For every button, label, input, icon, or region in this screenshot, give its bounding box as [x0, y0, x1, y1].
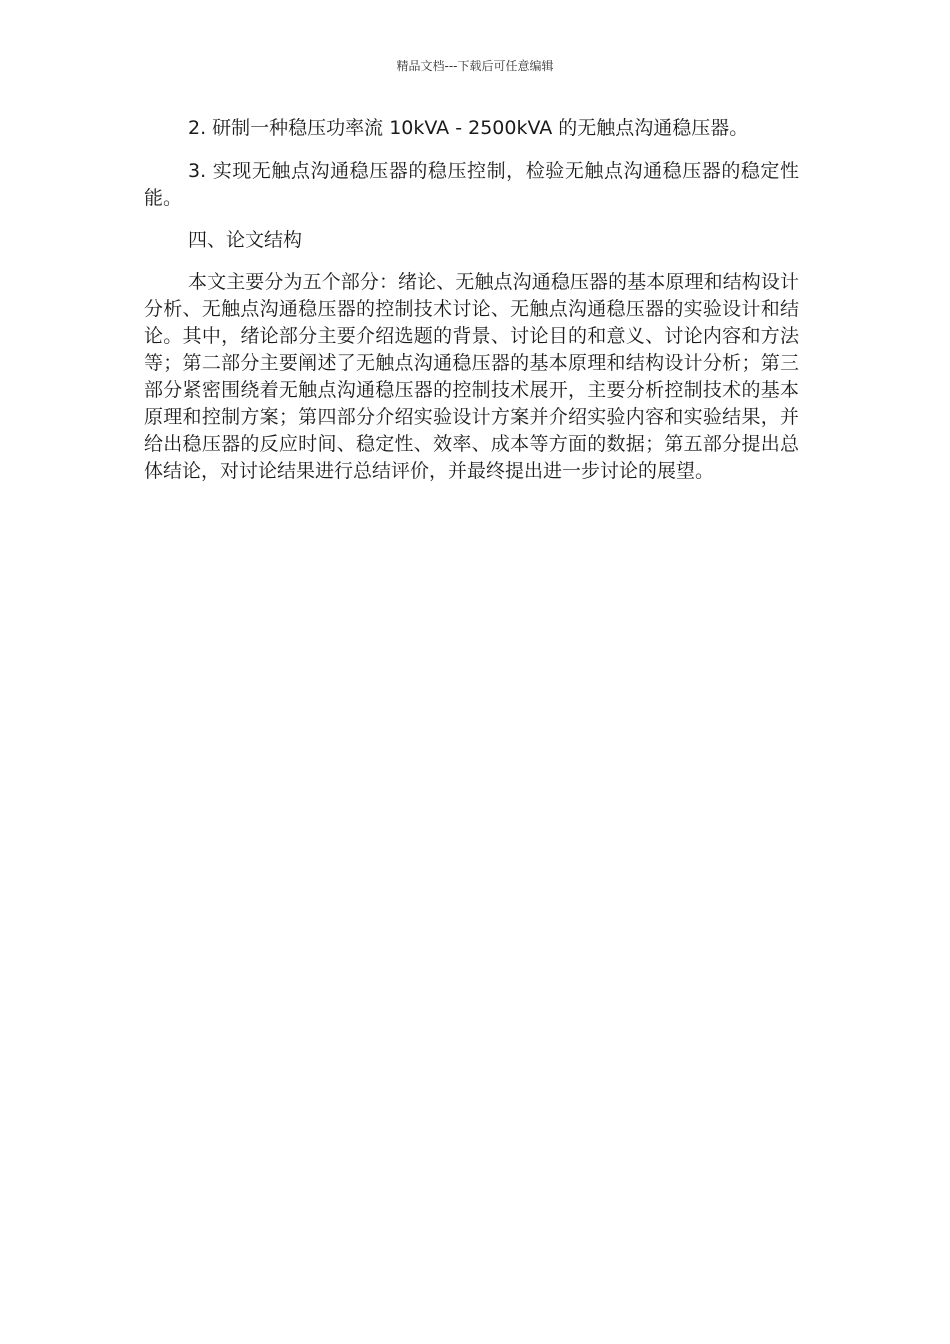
document-body [144, 115, 799, 485]
paragraph-thesis-structure: 本文主要分为五个部分：绪论、无触点沟通稳压器的基本原理和结构设计分析、无触点沟通稳压器的控制技术讨论、无触点沟通稳压器的实验设计和结论。其中，绪论部分主要介绍选题的背景、讨论目的和意义、讨论内容和方法等；第二部分主要阐述了无触点沟通稳压器的基本原理和结构设计分析；第三部分紧密围绕着无触点沟通稳压器的控制技术展开，主要分析控制技术的基本原理和控制方案；第四部分介绍实验设计方案并介绍实验内容和实验结果，并给出稳压器的反应时间、稳定性、效率、成本等方面的数据；第五部分提出总体结论，对讨论结果进行总结评价，并最终提出进一步讨论的展望。 [144, 271, 799, 482]
page-header: 精品文档---下载后可任意编辑 [396, 59, 554, 73]
paragraph-objective-3: 3. 实现无触点沟通稳压器的稳压控制，检验无触点沟通稳压器的稳定性能。 [144, 160, 799, 209]
paragraph-objective-2: 2. 研制一种稳压功率流 10kVA - 2500kVA 的无触点沟通稳压器。 [188, 117, 749, 139]
section-heading-thesis-structure: 四、论文结构 [188, 229, 303, 251]
